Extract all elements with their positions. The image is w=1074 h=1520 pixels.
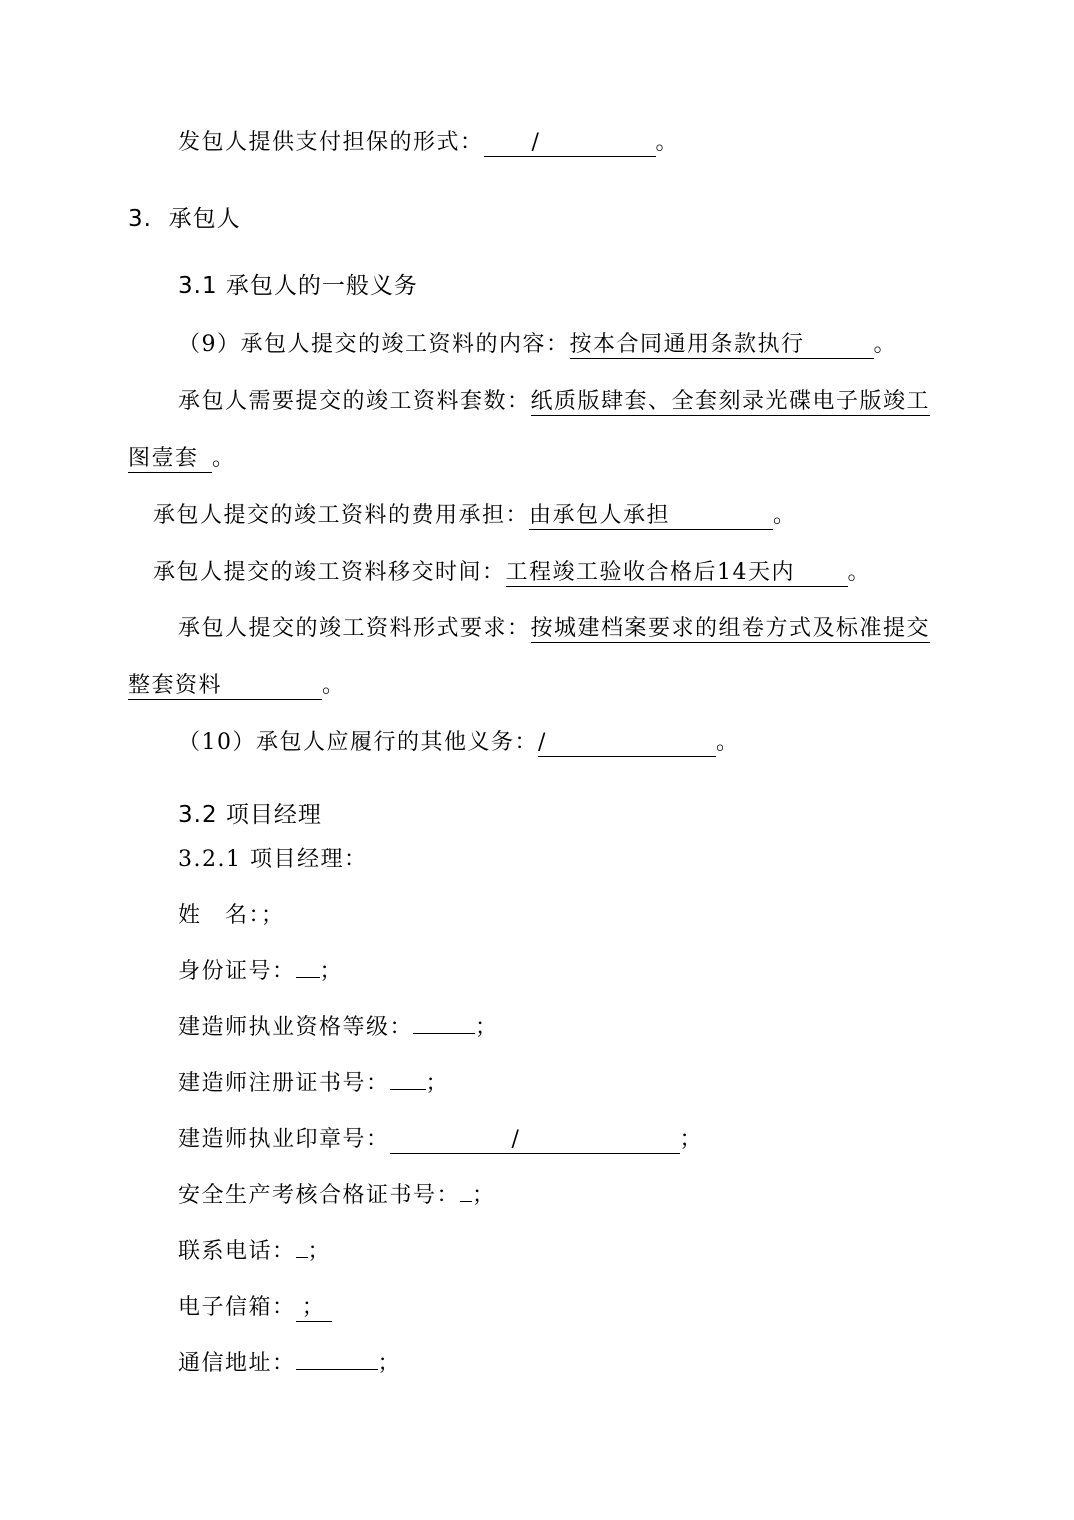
semicolon: ； bbox=[261, 903, 285, 928]
pm-heading: 3.2.1 项目经理： bbox=[178, 847, 368, 872]
pm-email-line bbox=[178, 1293, 332, 1323]
pm-id-field bbox=[296, 977, 320, 978]
payment-guarantee-line bbox=[178, 128, 679, 158]
section-3-1-heading bbox=[178, 271, 418, 301]
sets-field-line-2 bbox=[128, 446, 212, 473]
semicolon: ； bbox=[307, 1239, 332, 1264]
semicolon: ； bbox=[679, 1127, 704, 1152]
section-title: 承包人 bbox=[168, 206, 241, 232]
payment-guarantee-field bbox=[484, 130, 656, 157]
semicolon: ； bbox=[319, 959, 344, 984]
section-number: 3.2 bbox=[178, 802, 218, 828]
format-line-1 bbox=[178, 614, 930, 644]
period: 。 bbox=[212, 446, 236, 471]
pm-id-label: 身份证号： bbox=[178, 959, 296, 984]
item-9-field bbox=[570, 332, 874, 359]
semicolon: ； bbox=[472, 1183, 496, 1208]
pm-safety-field bbox=[460, 1201, 472, 1202]
cost-line bbox=[153, 501, 797, 531]
semicolon: ； bbox=[475, 1015, 499, 1040]
pm-name-label: 姓 名： bbox=[178, 903, 262, 928]
section-title: 承包人的一般义务 bbox=[225, 273, 418, 299]
pm-safety-line bbox=[178, 1181, 496, 1211]
section-number: 3. bbox=[128, 206, 152, 232]
pm-phone-field bbox=[296, 1257, 308, 1258]
cost-field bbox=[529, 503, 773, 530]
format-value-line-2: 整套资料 bbox=[128, 673, 223, 698]
pm-phone-line bbox=[178, 1237, 331, 1267]
format-line-2 bbox=[128, 671, 346, 701]
semicolon: ； bbox=[377, 1351, 402, 1376]
format-value-line-1: 按城建档案要求的组卷方式及标准提交 bbox=[530, 616, 931, 641]
pm-address-line bbox=[178, 1349, 401, 1379]
cost-label: 承包人提交的竣工资料的费用承担： bbox=[153, 503, 530, 528]
pm-seal-label: 建造师执业印章号： bbox=[178, 1127, 390, 1152]
pm-level-line bbox=[178, 1013, 499, 1043]
pm-reg-label: 建造师注册证书号： bbox=[178, 1071, 390, 1096]
semicolon: ； bbox=[301, 1295, 326, 1320]
pm-name-line bbox=[178, 901, 285, 931]
item-10-value: / bbox=[538, 730, 547, 755]
pm-email-field bbox=[296, 1295, 332, 1322]
format-field-line-2 bbox=[128, 673, 322, 700]
handover-label: 承包人提交的竣工资料移交时间： bbox=[153, 560, 506, 585]
period: 。 bbox=[773, 503, 797, 528]
section-number: 3.1 bbox=[178, 273, 218, 299]
pm-reg-field bbox=[390, 1089, 426, 1090]
handover-value: 工程竣工验收合格后14天内 bbox=[505, 560, 796, 585]
item-9-value: 按本合同通用条款执行 bbox=[569, 332, 805, 357]
payment-guarantee-value: / bbox=[531, 130, 541, 155]
pm-reg-line bbox=[178, 1069, 449, 1099]
pm-safety-label: 安全生产考核合格证书号： bbox=[178, 1183, 461, 1208]
item-10-field bbox=[538, 730, 716, 757]
pm-level-label: 建造师执业资格等级： bbox=[178, 1015, 414, 1040]
sets-value-line-2: 图壹套 bbox=[128, 446, 199, 471]
period: 。 bbox=[716, 730, 740, 755]
format-label: 承包人提交的竣工资料形式要求： bbox=[178, 616, 531, 641]
item-10-line bbox=[178, 728, 740, 758]
section-3-heading bbox=[128, 204, 241, 234]
pm-email-label: 电子信箱： bbox=[178, 1295, 296, 1320]
sets-line-2 bbox=[128, 444, 236, 474]
sets-value-line-1: 纸质版肆套、全套刻录光碟电子版竣工 bbox=[530, 389, 931, 414]
period: 。 bbox=[655, 130, 680, 155]
semicolon: ； bbox=[425, 1071, 450, 1096]
pm-seal-line bbox=[178, 1125, 703, 1155]
handover-line bbox=[153, 558, 871, 588]
pm-seal-value: / bbox=[511, 1127, 521, 1152]
handover-field bbox=[506, 560, 848, 587]
pm-seal-field bbox=[390, 1127, 680, 1154]
section-title: 项目经理 bbox=[225, 802, 322, 828]
pm-id-line bbox=[178, 957, 343, 987]
item-9-label: （9）承包人提交的竣工资料的内容： bbox=[178, 332, 570, 357]
cost-value: 由承包人承担 bbox=[529, 503, 671, 528]
pm-phone-label: 联系电话： bbox=[178, 1239, 296, 1264]
period: 。 bbox=[322, 673, 346, 698]
period: 。 bbox=[873, 332, 898, 357]
sets-line-1 bbox=[178, 387, 930, 417]
item-9-line bbox=[178, 330, 897, 360]
pm-address-label: 通信地址： bbox=[178, 1351, 296, 1376]
period: 。 bbox=[847, 560, 872, 585]
section-3-2-heading bbox=[178, 800, 322, 830]
pm-address-field bbox=[296, 1369, 378, 1370]
pm-level-field bbox=[413, 1033, 475, 1034]
item-10-label: （10）承包人应履行的其他义务： bbox=[178, 730, 538, 755]
payment-guarantee-label: 发包人提供支付担保的形式： bbox=[178, 130, 484, 155]
sets-label: 承包人需要提交的竣工资料套数： bbox=[178, 389, 531, 414]
pm-subheading bbox=[178, 845, 367, 875]
